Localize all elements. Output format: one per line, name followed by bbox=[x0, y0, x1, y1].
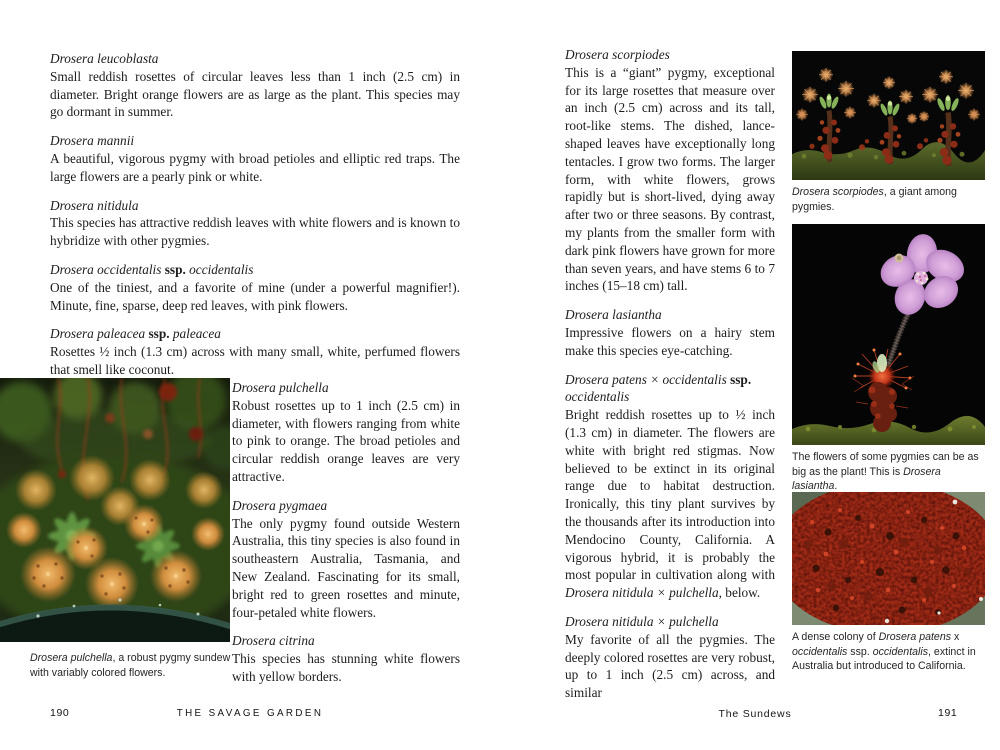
species-description: Rosettes ½ inch (1.3 cm) across with many small, white, perfumed flowers that smell like coconut. bbox=[50, 344, 460, 377]
right-page-number: 191 bbox=[938, 707, 958, 719]
species-entry-nitidula bbox=[50, 197, 460, 250]
species-description: My favorite of all the pygmies. The deeply colored rosettes are very robust, up to 1 inch (2.5 cm) across, and similar bbox=[565, 631, 775, 701]
species-heading: Drosera citrina bbox=[232, 633, 315, 649]
caption-drosera-pulchella: Drosera pulchella, a robust pygmy sundew with variably colored flowers. bbox=[30, 652, 231, 679]
species-description: Robust rosettes up to 1 inch (2.5 cm) in diameter, with flowers ranging from white to pink to orange. The broad petioles and circular reddish orange leaves are very attractive. bbox=[232, 397, 460, 484]
species-description: Bright reddish rosettes up to ½ inch (1.3 cm) in diameter. The flowers are white with bright red stigmas. Now believed to be extinct in its original range due to habitat destruction. Ironically, this tiny plant survives by the thousands after its introduction into Mendocino County, California. A vigorous hybrid, it is probably the most popular in cultivation along with Drosera nitidula × pulchella, below. bbox=[565, 407, 775, 601]
species-heading: Drosera lasiantha bbox=[565, 307, 662, 323]
species-entry-leucoblasta bbox=[50, 50, 460, 121]
species-heading: Drosera patens × occidentalis ssp. occidentalis bbox=[565, 371, 752, 405]
left-running-title: THE SAVAGE GARDEN bbox=[176, 708, 324, 719]
species-heading: Drosera scorpiodes bbox=[565, 47, 670, 62]
photo-drosera-pulchella bbox=[0, 378, 230, 642]
species-description: This species has attractive reddish leaves with white flowers and is known to hybridize with other pygmies. bbox=[50, 215, 460, 249]
species-entry-scorpiodes bbox=[565, 46, 775, 295]
photo-drosera-scorpiodes bbox=[792, 51, 985, 180]
species-description: Small reddish rosettes of circular leaves less than 1 inch (2.5 cm) in diameter. Bright orange flowers are as large as the plant. This species may go dormant in summer. bbox=[50, 68, 460, 120]
species-heading: Drosera pulchella bbox=[232, 380, 329, 395]
left-page-number: 190 bbox=[50, 707, 70, 719]
species-description: This is a “giant” pygmy, exceptional for its large rosettes that measure over an inch (2.5 cm) across and its tall, root-like stems. The dished, lance-shaped leaves have exceptionally long tentacles. I grow two forms. The larger form, with white flowers, grows rapidly but is short-lived, dying away after two or three seasons. By contrast, my plants from the smaller form with dark pink flowers have grown for more than seven years, and have stems 6 to 7 inches (15–18 cm) tall. bbox=[565, 64, 775, 294]
species-entry-mannii bbox=[50, 132, 460, 185]
left-page-second-column bbox=[232, 379, 460, 686]
species-description: This species has stunning white flowers with yellow borders. bbox=[232, 651, 460, 684]
species-heading: Drosera pygmaea bbox=[232, 497, 328, 513]
photo-colony-drosera-patens bbox=[792, 492, 985, 625]
species-heading: Drosera nitidula bbox=[50, 197, 139, 213]
species-heading: Drosera occidentalis ssp. occidentalis bbox=[50, 261, 254, 277]
species-heading: Drosera paleacea ssp. paleacea bbox=[50, 326, 221, 342]
species-entry-pygmaea bbox=[232, 497, 460, 622]
species-description: One of the tiniest, and a favorite of mine (under a powerful magnifier!). Minute, fine, sparse, deep red leaves, with pink flowers. bbox=[50, 279, 460, 313]
species-heading: Drosera leucoblasta bbox=[50, 51, 159, 66]
species-entry-occidentalis bbox=[50, 261, 460, 314]
species-entry-pulchella bbox=[232, 379, 460, 486]
species-entry-nitidula-pulchella bbox=[565, 613, 775, 702]
caption-drosera-lasiantha: The flowers of some pygmies can be as big as the plant! This is Drosera lasiantha. bbox=[792, 451, 979, 493]
photo-drosera-lasiantha bbox=[792, 224, 985, 445]
species-heading: Drosera nitidula × pulchella bbox=[565, 613, 719, 629]
species-entry-patens-occidentalis bbox=[565, 371, 775, 602]
lasiantha-photo-illustration bbox=[792, 224, 985, 445]
species-description: The only pygmy found outside Western Australia, this tiny species is also found in southeastern Australia, Tasmania, and New Zealand. Fascinating for its small, bright red to green rosettes and minute, four-petaled white flowers. bbox=[232, 515, 460, 620]
caption-drosera-scorpiodes: Drosera scorpiodes, a giant among pygmies. bbox=[792, 186, 957, 213]
caption-colony-drosera-patens: A dense colony of Drosera patens x occidentalis ssp. occidentalis, extinct in Australia but introduced to California. bbox=[792, 631, 976, 673]
species-entry-lasiantha bbox=[565, 306, 775, 359]
left-page-main-text bbox=[50, 50, 460, 379]
scorpiodes-photo-illustration bbox=[792, 51, 985, 180]
right-page-main-text bbox=[565, 46, 775, 702]
species-description: Impressive flowers on a hairy stem make this species eye-catching. bbox=[565, 324, 775, 358]
right-running-title: The Sundews bbox=[718, 708, 792, 720]
species-entry-paleacea bbox=[50, 325, 460, 378]
species-entry-citrina bbox=[232, 632, 460, 685]
species-description: A beautiful, vigorous pygmy with broad petioles and elliptic red traps. The large flowers are a pearly pink or white. bbox=[50, 150, 460, 184]
species-heading: Drosera mannii bbox=[50, 133, 135, 149]
pulchella-photo-illustration bbox=[0, 378, 230, 642]
colony-photo-illustration bbox=[792, 492, 985, 625]
